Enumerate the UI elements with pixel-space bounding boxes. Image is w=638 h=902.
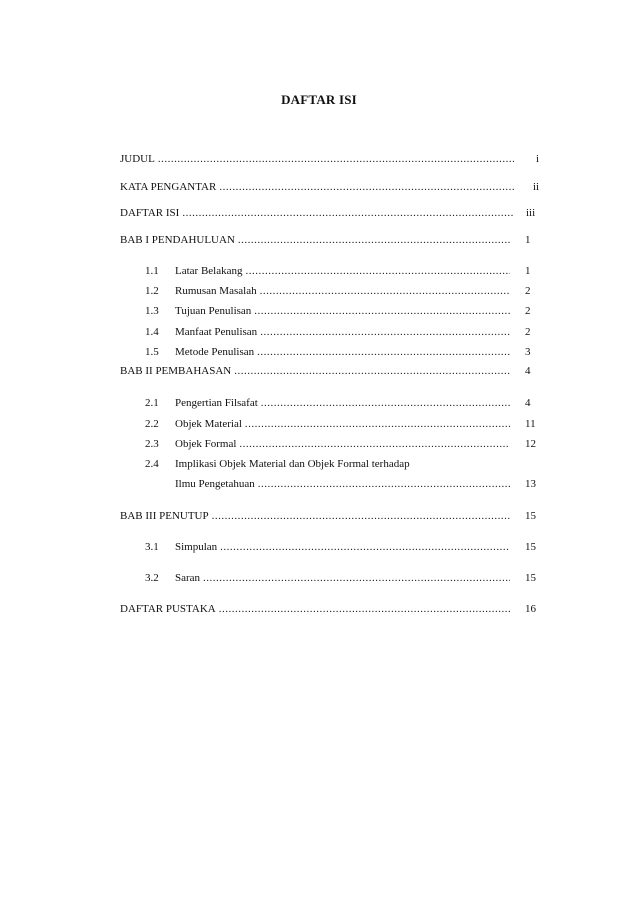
- dot-leader: [260, 325, 510, 339]
- dot-leader: [234, 364, 510, 378]
- toc-entry-2-4: [145, 457, 410, 471]
- toc-entry-3-1: [145, 540, 513, 554]
- toc-section-number: 1.3: [145, 305, 159, 317]
- page-title: DAFTAR ISI: [281, 92, 357, 107]
- dot-leader: [220, 540, 510, 554]
- toc-label: Implikasi Objek Material dan Objek Formal terhadap: [175, 458, 410, 470]
- toc-section-number: 2.4: [145, 458, 159, 470]
- toc-entry-bab-2: [120, 364, 513, 378]
- toc-page-number: i: [536, 153, 540, 165]
- toc-label: Rumusan Masalah: [175, 285, 257, 297]
- toc-section-number: 1.1: [145, 265, 159, 277]
- toc-section-number: 3.2: [145, 572, 159, 584]
- toc-entry-daftar-isi: [120, 206, 517, 220]
- toc-entry-1-3: [145, 304, 513, 318]
- toc-page-number: 4: [525, 397, 531, 409]
- toc-section-number: 1.5: [145, 346, 159, 358]
- dot-leader: [203, 571, 510, 585]
- toc-label: Tujuan Penulisan: [175, 305, 252, 317]
- toc-page-number: iii: [526, 207, 536, 219]
- toc-entry-bab-1: [120, 233, 513, 247]
- toc-entry-2-3: [145, 437, 513, 451]
- toc-page-number: 3: [525, 346, 531, 358]
- toc-page-number: 13: [525, 478, 536, 490]
- toc-section-number: 3.1: [145, 541, 159, 553]
- toc-entry-1-4: [145, 325, 513, 339]
- dot-leader: [254, 304, 510, 318]
- toc-label: Objek Material: [175, 418, 242, 430]
- toc-label: JUDUL: [120, 153, 155, 165]
- toc-label: Ilmu Pengetahuan: [175, 478, 255, 490]
- dot-leader: [182, 206, 514, 220]
- toc-page-number: 2: [525, 285, 531, 297]
- toc-label: BAB III PENUTUP: [120, 510, 209, 522]
- dot-leader: [219, 602, 510, 616]
- dot-leader: [158, 152, 514, 166]
- toc-entry-2-2: [145, 417, 513, 431]
- toc-label: Metode Penulisan: [175, 346, 255, 358]
- toc-section-number: 2.1: [145, 397, 159, 409]
- toc-entry-3-2: [145, 571, 513, 585]
- toc-page-number: 4: [525, 365, 531, 377]
- toc-entry-bab-3: [120, 509, 513, 523]
- toc-page-number: 15: [525, 510, 536, 522]
- toc-section-number: 2.3: [145, 438, 159, 450]
- toc-entry-1-2: [145, 284, 513, 298]
- dot-leader: [219, 180, 514, 194]
- toc-page-number: 2: [525, 326, 531, 338]
- toc-label: Saran: [175, 572, 201, 584]
- toc-entry-1-1: [145, 264, 513, 278]
- dot-leader: [212, 509, 510, 523]
- dot-leader: [258, 477, 510, 491]
- dot-leader: [239, 437, 510, 451]
- toc-label: Simpulan: [175, 541, 218, 553]
- dot-leader: [238, 233, 510, 247]
- toc-page-number: 15: [525, 572, 536, 584]
- toc-entry-judul: [120, 152, 517, 166]
- dot-leader: [257, 345, 510, 359]
- toc-page-number: 2: [525, 305, 531, 317]
- toc-label: BAB II PEMBAHASAN: [120, 365, 232, 377]
- toc-entry-1-5: [145, 345, 513, 359]
- toc-label: Pengertian Filsafat: [175, 397, 258, 409]
- toc-label: DAFTAR PUSTAKA: [120, 603, 216, 615]
- toc-entry-kata-pengantar: [120, 180, 517, 194]
- toc-page-number: 12: [525, 438, 536, 450]
- toc-page-number: 1: [525, 265, 531, 277]
- dot-leader: [245, 417, 510, 431]
- toc-label: DAFTAR ISI: [120, 207, 180, 219]
- toc-label: BAB I PENDAHULUAN: [120, 234, 235, 246]
- toc-label: KATA PENGANTAR: [120, 181, 217, 193]
- toc-page-number: 1: [525, 234, 531, 246]
- toc-label: Latar Belakang: [175, 265, 243, 277]
- dot-leader: [261, 396, 510, 410]
- toc-entry-2-4-continued: [175, 477, 513, 491]
- toc-label: Objek Formal: [175, 438, 237, 450]
- dot-leader: [260, 284, 510, 298]
- toc-page-number: 15: [525, 541, 536, 553]
- toc-page-number: 16: [525, 603, 536, 615]
- toc-page-number: ii: [533, 181, 540, 193]
- toc-label: Manfaat Penulisan: [175, 326, 258, 338]
- toc-page-number: 11: [525, 418, 536, 430]
- toc-entry-2-1: [145, 396, 513, 410]
- toc-section-number: 1.2: [145, 285, 159, 297]
- toc-section-number: 1.4: [145, 326, 159, 338]
- toc-section-number: 2.2: [145, 418, 159, 430]
- dot-leader: [246, 264, 511, 278]
- toc-entry-daftar-pustaka: [120, 602, 513, 616]
